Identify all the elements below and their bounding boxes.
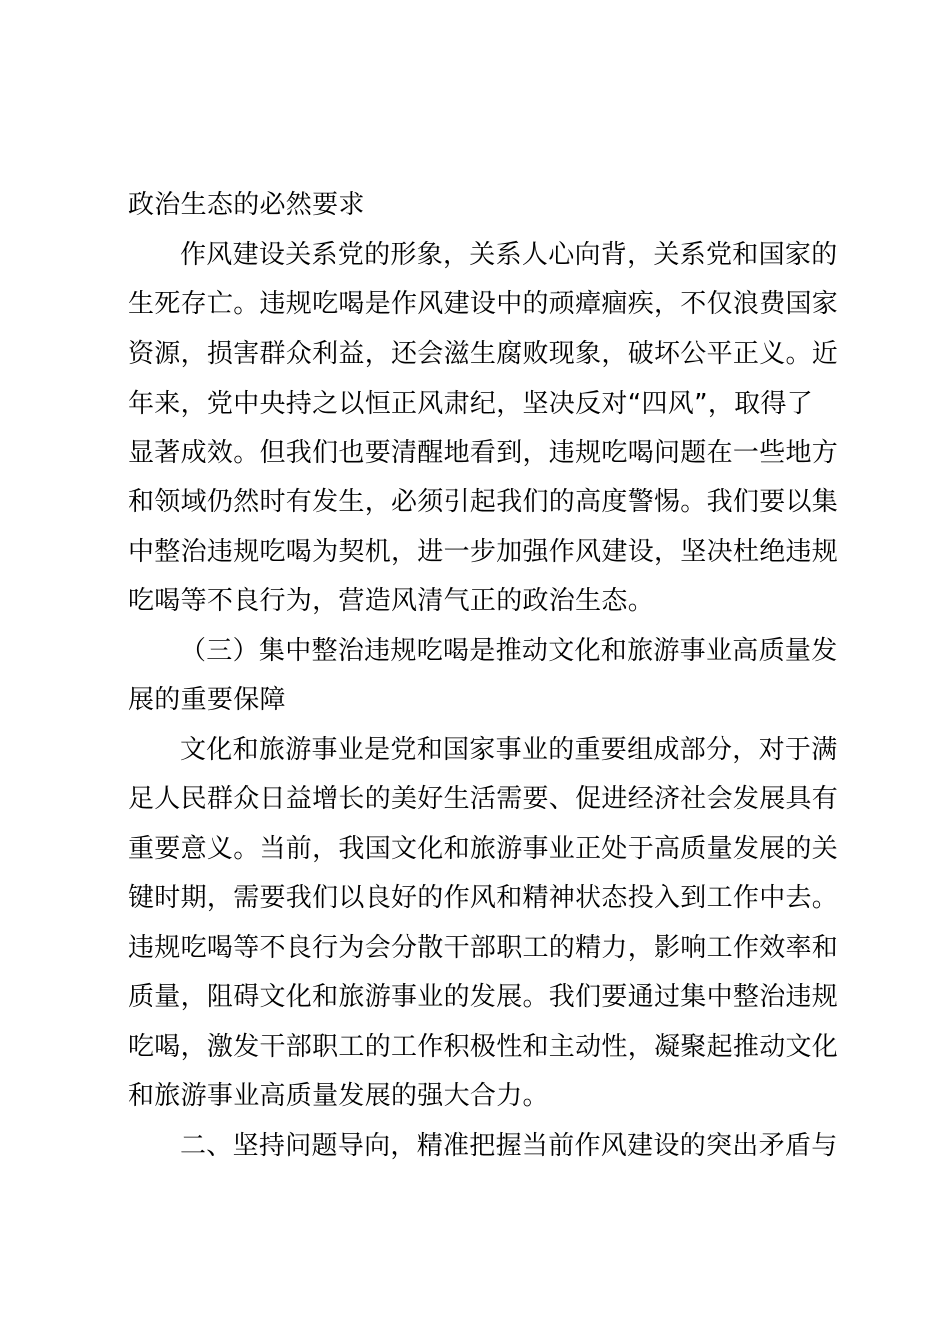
paragraph-line: 和旅游事业高质量发展的强大合力。 [128, 1081, 549, 1111]
paragraph-line: 键时期，需要我们以良好的作风和精神状态投入到工作中去。 [128, 883, 839, 913]
paragraph-line: 和领域仍然时有发生，必须引起我们的高度警惕。我们要以集 [128, 487, 839, 517]
paragraph-line: 生死存亡。违规吃喝是作风建设中的顽瘴痼疾，不仅浪费国家 [128, 289, 839, 319]
paragraph-line: 政治生态的必然要求 [128, 190, 365, 220]
paragraph-line: 违规吃喝等不良行为会分散干部职工的精力，影响工作效率和 [128, 933, 839, 963]
paragraph-line: 作风建设关系党的形象，关系人心向背，关系党和国家的 [180, 240, 838, 270]
paragraph-line: 文化和旅游事业是党和国家事业的重要组成部分，对于满 [180, 735, 838, 765]
section-heading-line: （三）集中整治违规吃喝是推动文化和旅游事业高质量发 [180, 636, 838, 666]
paragraph-line: 资源，损害群众利益，还会滋生腐败现象，破坏公平正义。近 [128, 339, 839, 369]
paragraph-line: 中整治违规吃喝为契机，进一步加强作风建设，坚决杜绝违规 [128, 537, 839, 567]
section-heading-line: 展的重要保障 [128, 685, 286, 715]
chapter-heading-line: 二、坚持问题导向，精准把握当前作风建设的突出矛盾与 [180, 1131, 838, 1161]
paragraph-line: 重要意义。当前，我国文化和旅游事业正处于高质量发展的关 [128, 834, 839, 864]
paragraph-line: 质量，阻碍文化和旅游事业的发展。我们要通过集中整治违规 [128, 982, 839, 1012]
paragraph-line: 吃喝，激发干部职工的工作积极性和主动性，凝聚起推动文化 [128, 1032, 839, 1062]
paragraph-line: 吃喝等不良行为，营造风清气正的政治生态。 [128, 586, 655, 616]
paragraph-line: 显著成效。但我们也要清醒地看到，违规吃喝问题在一些地方 [128, 438, 839, 468]
paragraph-line: 年来，党中央持之以恒正风肃纪，坚决反对“四风”，取得了 [128, 389, 814, 419]
paragraph-line: 足人民群众日益增长的美好生活需要、促进经济社会发展具有 [128, 784, 839, 814]
